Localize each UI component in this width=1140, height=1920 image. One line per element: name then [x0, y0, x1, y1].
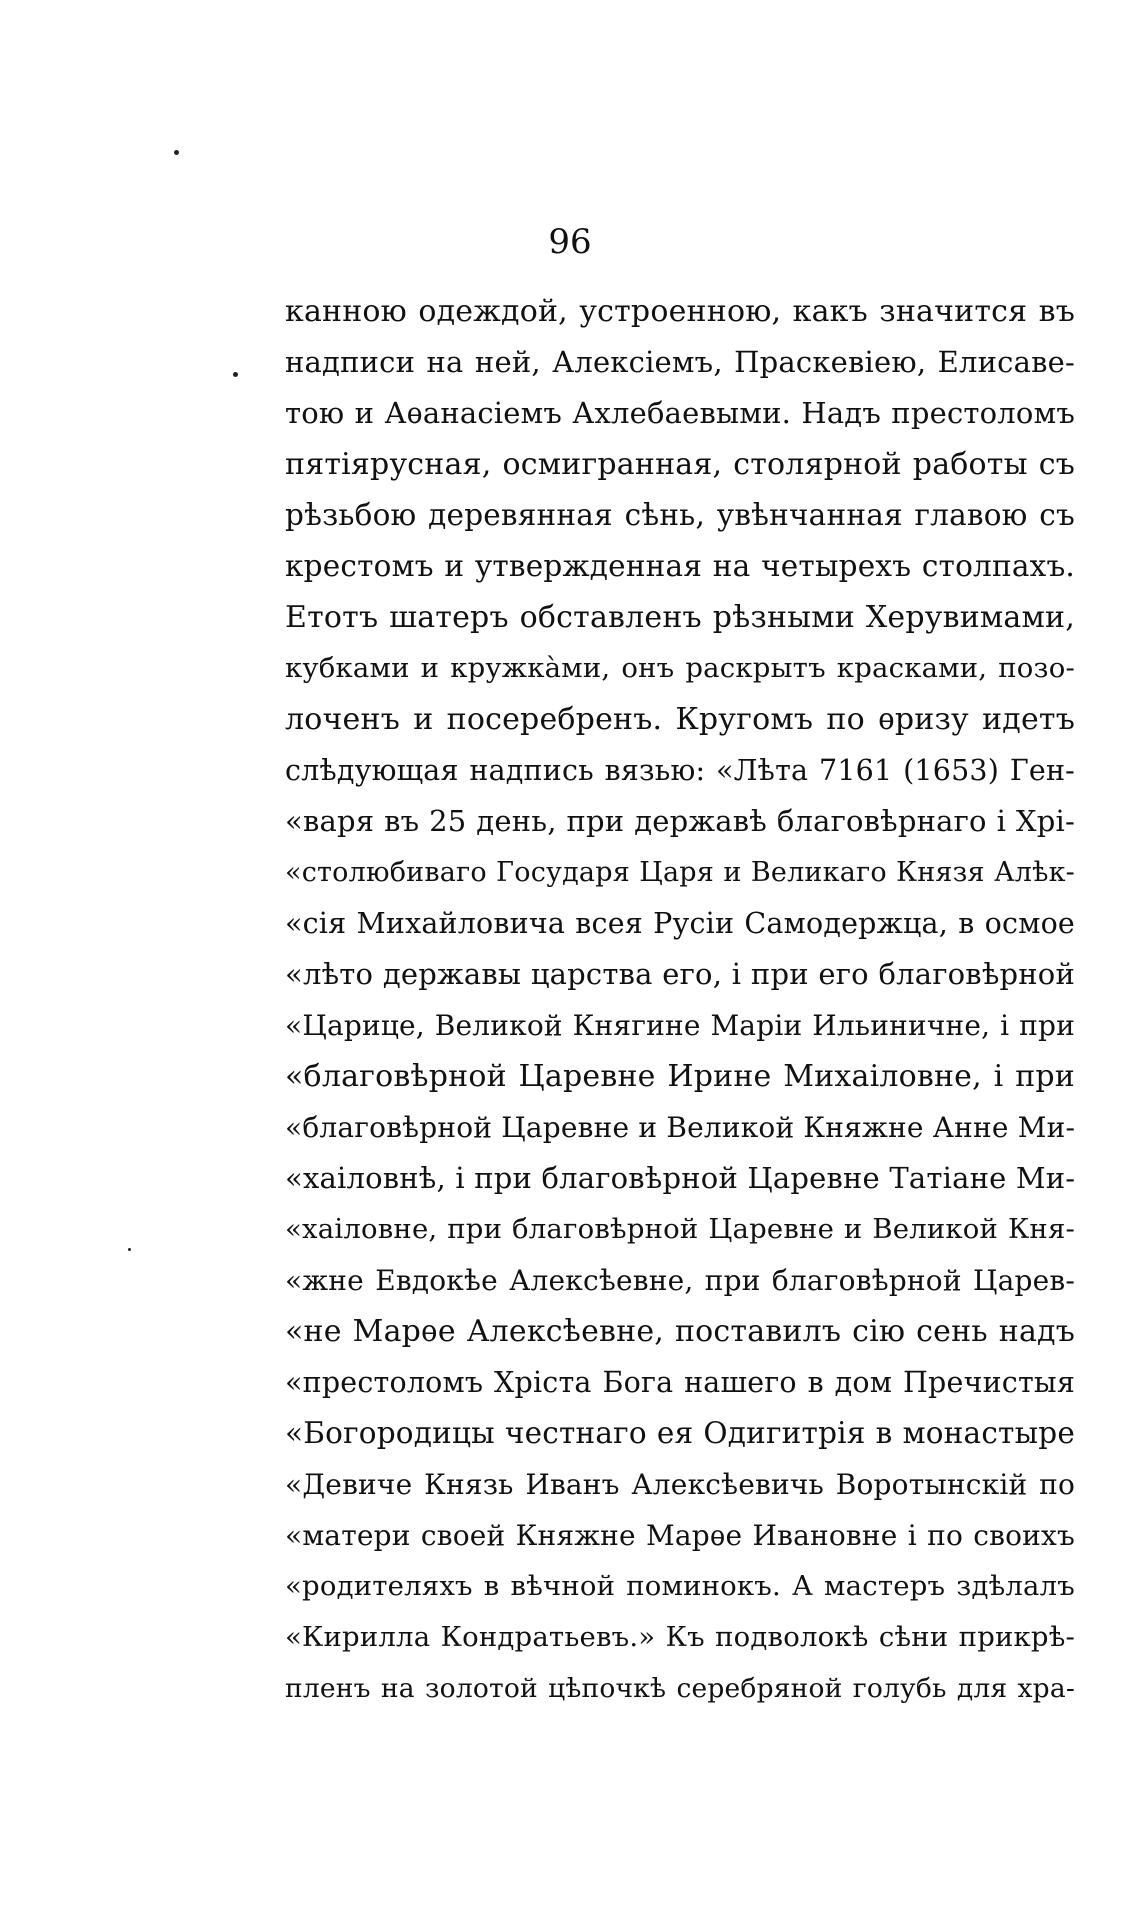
- text-line: канною одеждой, устроенною, какъ значится въ: [285, 294, 1075, 329]
- text-line: «жне Евдокѣе Алексѣевне, при благовѣрной Царев-: [285, 1264, 1075, 1297]
- scan-speck: [128, 1248, 131, 1251]
- text-line: пятіярусная, осмигранная, столярной работы съ: [285, 447, 1075, 482]
- text-line: «хаіловнѣ, і при благовѣрной Царевне Татіане Ми-: [285, 1161, 1076, 1195]
- text-line: тою и Аѳанасіемъ Ахлебаевыми. Надъ престоломъ: [285, 396, 1075, 430]
- text-line: крестомъ и утвержденная на четырехъ столпахъ.: [285, 549, 1075, 583]
- text-line: кубками и кружкàми, онъ раскрытъ красками, позо-: [285, 652, 1075, 684]
- text-line: рѣзьбою деревянная сѣнь, увѣнчанная главою съ: [285, 498, 1075, 532]
- text-line: «Богородицы честнаго ея Одигитрія в монастыре: [285, 1416, 1075, 1450]
- text-line: «Кирилла Кондратьевъ.» Къ подволокѣ сѣни прикрѣ-: [285, 1621, 1075, 1653]
- text-line: «родителяхъ в вѣчной поминокъ. А мастеръ здѣлалъ: [285, 1570, 1075, 1602]
- text-line: лоченъ и посеребренъ. Кругомъ по ѳризу идетъ: [285, 702, 1075, 737]
- body-text: [285, 286, 1075, 1714]
- text-line: «престоломъ Хріста Бога нашего в дом Пречистыя: [285, 1366, 1075, 1399]
- scan-speck: [233, 372, 238, 377]
- text-line: «благовѣрной Царевне и Великой Княжне Анне Ми-: [285, 1111, 1076, 1144]
- text-line: «лѣто державы царства его, і при его благовѣрной: [285, 957, 1075, 991]
- text-line: слѣдующая надпись вязью: «Лѣта 7161 (1653) Ген-: [285, 754, 1075, 787]
- text-line: надписи на ней, Алексіемъ, Праскевіею, Елисаве-: [285, 345, 1075, 379]
- text-line: «Царице, Великой Княгине Маріи Ильиничне, і при: [285, 1009, 1075, 1042]
- text-line: «хаіловне, при благовѣрной Царевне и Великой Кня-: [285, 1213, 1075, 1245]
- page-number: 96: [548, 222, 592, 262]
- text-line: «не Марѳе Алексѣевне, поставилъ сію сень надъ: [285, 1314, 1075, 1349]
- text-line: «варя въ 25 день, при державѣ благовѣрнаго і Хрі-: [285, 804, 1075, 838]
- text-line: «Девиче Князь Иванъ Алексѣевичь Воротынскій по: [285, 1468, 1075, 1501]
- text-line: пленъ на золотой цѣпочкѣ серебряной голубь для хра-: [285, 1673, 1075, 1704]
- text-line: «столюбиваго Государя Царя и Великаго Князя Алѣк-: [285, 857, 1075, 888]
- text-line: «благовѣрной Царевне Ирине Михаіловне, і при: [285, 1059, 1075, 1094]
- scan-speck: [174, 150, 179, 155]
- text-line: «сія Михайловича всея Русіи Самодержца, в осмое: [285, 907, 1075, 940]
- text-line: Етотъ шатеръ обставленъ рѣзными Херувимами,: [285, 600, 1075, 635]
- text-line: «матери своей Княжне Марѳе Ивановне і по своихъ: [285, 1519, 1075, 1552]
